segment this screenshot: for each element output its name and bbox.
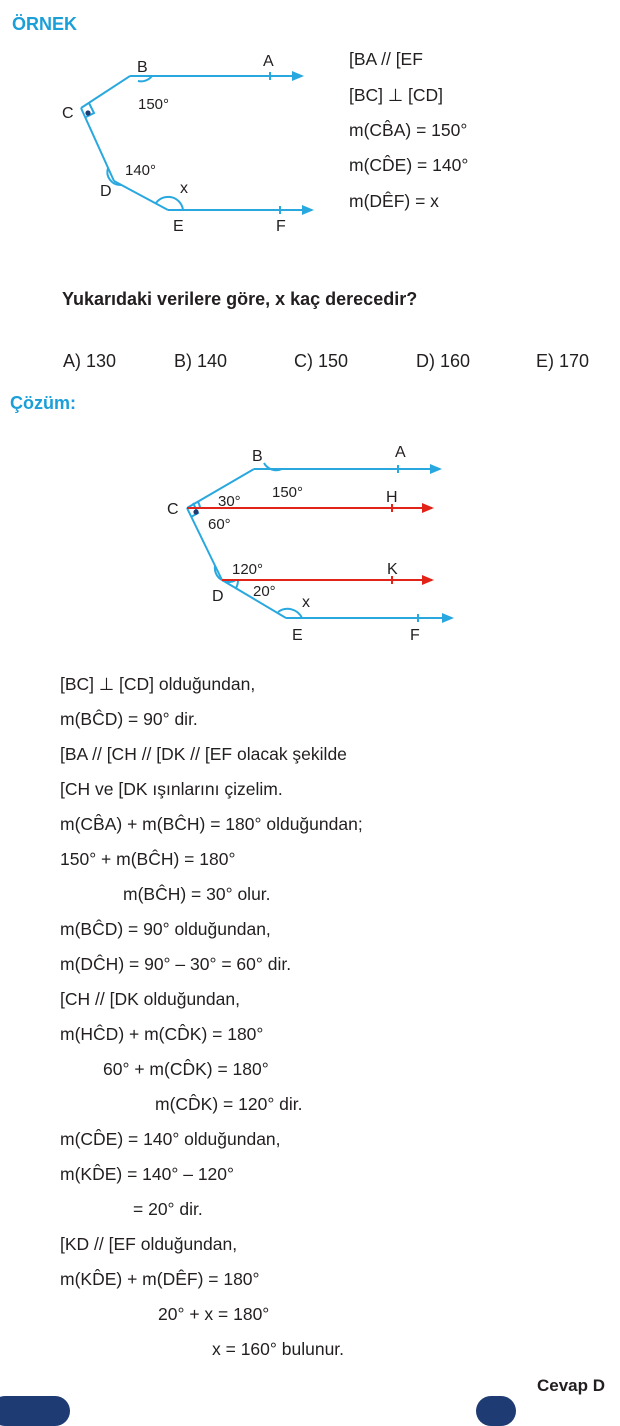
label-A: A xyxy=(395,444,406,461)
example-figure xyxy=(0,0,620,250)
solution-line: m(CD̂E) = 140° olduğundan, xyxy=(60,1129,281,1149)
solution-line: = 20° dir. xyxy=(133,1199,203,1219)
solution-line: [KD // [EF olduğundan, xyxy=(60,1234,238,1254)
solution-line: m(BĈD) = 90° olduğundan, xyxy=(60,919,271,939)
example-heading: ÖRNEK xyxy=(12,14,78,34)
solution-line: 150° + m(BĈH) = 180° xyxy=(60,849,236,869)
segment-BC xyxy=(81,76,130,108)
solution-line: m(KD̂E) + m(DÊF) = 180° xyxy=(60,1269,260,1289)
given-line: [BA // [EF xyxy=(349,49,423,69)
label-D: D xyxy=(212,588,224,605)
segment-CD xyxy=(81,108,114,181)
label-K: K xyxy=(387,561,398,578)
label-E: E xyxy=(292,627,303,644)
given-line: m(CD̂E) = 140° xyxy=(349,155,469,175)
question-text: Yukarıdaki verilere göre, x kaç derecedir? xyxy=(62,289,418,309)
label-F: F xyxy=(410,627,420,644)
solution-line: [BA // [CH // [DK // [EF olacak şekilde xyxy=(60,744,347,764)
solution-line: m(DĈH) = 90° – 30° = 60° dir. xyxy=(60,954,292,974)
answer-label: Cevap D xyxy=(537,1376,606,1395)
label-140: 140° xyxy=(125,162,157,179)
given-line: m(CB̂A) = 150° xyxy=(349,120,468,140)
given-line: m(DÊF) = x xyxy=(349,191,439,211)
solution-heading: Çözüm: xyxy=(10,393,76,413)
label-x: x xyxy=(302,594,310,611)
label-150: 150° xyxy=(272,484,304,501)
angle-arc-KDE xyxy=(236,580,238,588)
solution-line: m(BĈH) = 30° olur. xyxy=(123,884,271,904)
option-b[interactable]: B) 140 xyxy=(174,351,228,371)
label-C: C xyxy=(167,501,179,518)
solution-line: 60° + m(CD̂K) = 180° xyxy=(103,1059,269,1079)
label-F: F xyxy=(276,218,286,235)
solution-line: m(HĈD) + m(CD̂K) = 180° xyxy=(60,1024,264,1044)
angle-arc-E xyxy=(278,609,302,618)
label-C: C xyxy=(62,105,74,122)
solution-line: m(BĈD) = 90° dir. xyxy=(60,709,198,729)
label-B: B xyxy=(137,59,148,76)
label-30: 30° xyxy=(218,493,241,510)
option-c[interactable]: C) 150 xyxy=(294,351,349,371)
label-60: 60° xyxy=(208,516,231,533)
label-120: 120° xyxy=(232,561,264,578)
option-e[interactable]: E) 170 xyxy=(536,351,590,371)
given-line: [BC] ⊥ [CD] xyxy=(349,85,444,105)
label-20: 20° xyxy=(253,583,276,600)
label-E: E xyxy=(173,218,184,235)
label-D: D xyxy=(100,183,112,200)
solution-line: x = 160° bulunur. xyxy=(212,1339,345,1359)
solution-line: [CH // [DK olduğundan, xyxy=(60,989,240,1009)
label-x: x xyxy=(180,180,188,197)
right-angle-dot xyxy=(85,110,90,115)
solution-line: m(KD̂E) = 140° – 120° xyxy=(60,1164,235,1184)
solution-line: m(CB̂A) + m(BĈH) = 180° olduğundan; xyxy=(60,814,363,834)
angle-arc-E xyxy=(156,197,183,210)
solution-line: [BC] ⊥ [CD] olduğundan, xyxy=(60,674,256,694)
label-H: H xyxy=(386,489,398,506)
option-a[interactable]: A) 130 xyxy=(63,351,117,371)
solution-line: [CH ve [DK ışınlarını çizelim. xyxy=(60,779,283,799)
figure-stroke xyxy=(193,509,198,514)
solution-figure xyxy=(0,430,620,660)
label-B: B xyxy=(252,448,263,465)
solution-line: m(CD̂K) = 120° dir. xyxy=(155,1094,303,1114)
bottom-left-decoration xyxy=(0,1396,70,1426)
label-A: A xyxy=(263,53,274,70)
label-150: 150° xyxy=(138,96,170,113)
bottom-right-decoration xyxy=(476,1396,516,1426)
option-d[interactable]: D) 160 xyxy=(416,351,471,371)
solution-line: 20° + x = 180° xyxy=(158,1304,270,1324)
segment-DE xyxy=(114,181,168,210)
